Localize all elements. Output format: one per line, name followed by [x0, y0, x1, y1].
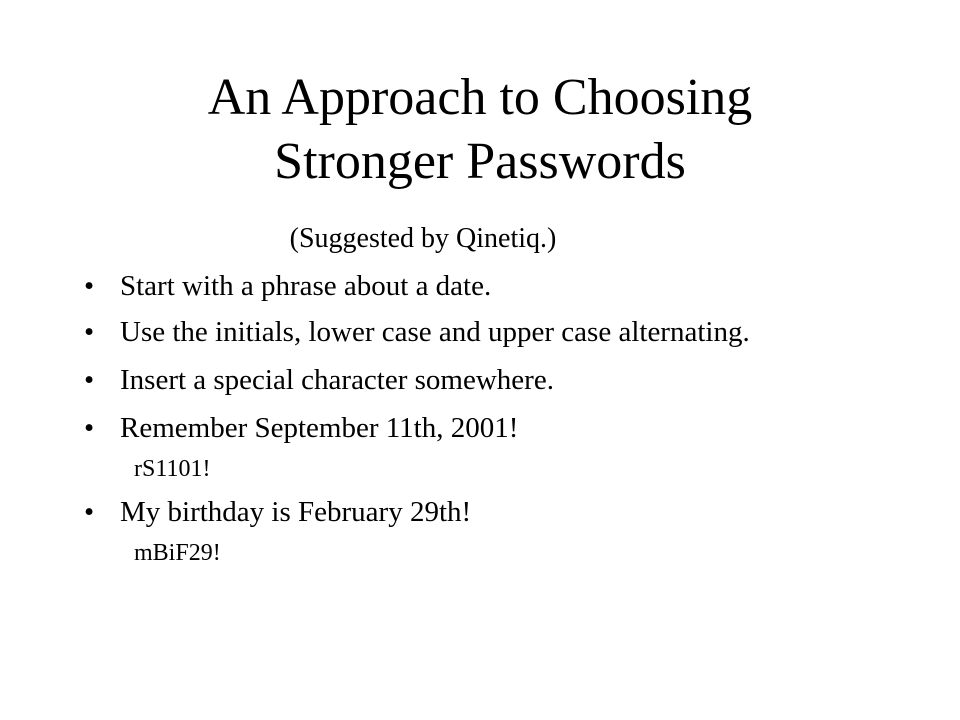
bullet-dot: • — [84, 496, 95, 528]
bullet-text: Use the initials, lower case and upper case alternating. — [120, 316, 750, 348]
slide-title-line-1: An Approach to Choosing — [207, 69, 753, 126]
bullet-text: Insert a special character somewhere. — [120, 364, 554, 396]
bullet-item — [76, 496, 936, 528]
bullet-item — [76, 316, 936, 348]
bullet-dot: • — [84, 412, 95, 444]
bullet-text: Remember September 11th, 2001! — [120, 412, 519, 444]
bullet-item — [76, 364, 936, 396]
slide-title-line-2: Stronger Passwords — [274, 133, 686, 190]
slide-subtitle: (Suggested by Qinetiq.) — [289, 223, 557, 254]
bullet-list — [76, 270, 936, 568]
bullet-dot: • — [84, 364, 95, 396]
bullet-item — [76, 412, 936, 444]
example-password: rS1101! — [134, 456, 211, 482]
bullet-item — [76, 270, 936, 302]
bullet-text: My birthday is February 29th! — [120, 496, 472, 528]
bullet-dot: • — [84, 316, 95, 348]
slide-title — [0, 66, 960, 194]
bullet-text: Start with a phrase about a date. — [120, 270, 492, 302]
bullet-dot: • — [84, 270, 95, 302]
example-password: mBiF29! — [134, 540, 221, 566]
